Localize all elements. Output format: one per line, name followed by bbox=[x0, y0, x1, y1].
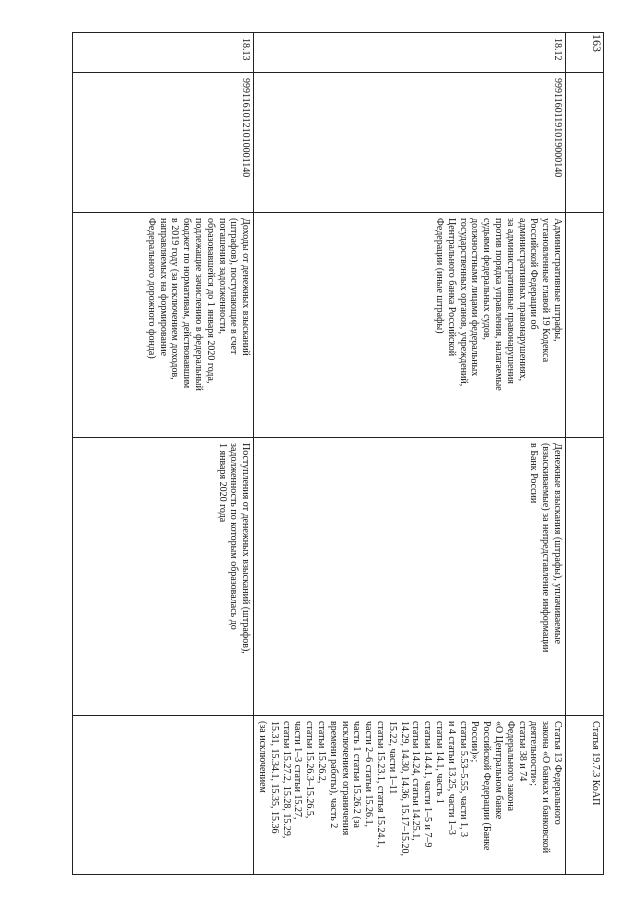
description-cell bbox=[254, 438, 566, 716]
text-line: статьи 15.23.1, статья 15.24.1, bbox=[375, 721, 387, 848]
rotated-table-container bbox=[72, 32, 604, 874]
header-cell-empty bbox=[566, 33, 604, 73]
income-name-cell bbox=[254, 213, 566, 438]
row-number: 18.13 bbox=[73, 33, 254, 73]
text-line: судьями федеральных судов, bbox=[481, 218, 493, 341]
text-line: 14.29, 14.30, 14.36, 15.17–15.20, bbox=[398, 721, 410, 856]
text-line: 15.31, 15.34.1, 15.35, 15.36 bbox=[268, 721, 280, 834]
text-line: статьи 14.1, часть 1 bbox=[434, 721, 446, 804]
text-line: установленные главой 19 Кодекса bbox=[540, 218, 552, 363]
table-row bbox=[254, 33, 566, 875]
text-line: России)»; bbox=[469, 721, 481, 763]
text-line: Статья 13 Федерального bbox=[552, 721, 563, 825]
text-line: Центрального банка Российской bbox=[445, 218, 457, 357]
text-line: Поступления от денежных взысканий (штрафов), bbox=[240, 443, 252, 654]
text-line: статьи 5.53–5.55, части 1, 3 bbox=[457, 721, 469, 838]
text-line: образовавшейся до 1 января 2020 года, bbox=[204, 218, 216, 384]
page-number: 163 bbox=[590, 34, 604, 52]
text-line: времени работы), часть 2 bbox=[327, 721, 339, 829]
legal-basis-cell bbox=[254, 716, 566, 875]
table-row bbox=[566, 33, 604, 875]
legal-basis-header-cell: Статья 19.7.3 КоАП bbox=[566, 716, 604, 875]
text-line: в 2019 году (за исключением доходов, bbox=[169, 218, 181, 380]
text-line: Российской Федерации (Банке bbox=[481, 721, 493, 851]
text-line: (за исключением bbox=[257, 721, 269, 793]
text-line: за административные правонарушения bbox=[504, 218, 516, 384]
text-line: статьи 38 и 74 bbox=[516, 721, 528, 782]
text-line: статьи 15.27.2, 15.28, 15.29, bbox=[280, 721, 292, 839]
text-line: и 4 статьи 13.25, части 1–3 bbox=[445, 721, 457, 835]
header-cell-empty bbox=[566, 213, 604, 438]
budget-code: 99911601191019000140 bbox=[254, 73, 566, 213]
text-line: в Банк России bbox=[528, 443, 540, 504]
text-line: статьи 15.26.3–15.26.5, bbox=[304, 721, 316, 819]
income-name-cell bbox=[73, 213, 254, 438]
text-line: направляемых на формирование bbox=[157, 218, 169, 357]
text-line: статьи 14.24, статьи 14.25.1, bbox=[410, 721, 422, 841]
row-number: 18.12 bbox=[254, 33, 566, 73]
text-line: части 1–3 статьи 15.27, bbox=[292, 721, 304, 820]
text-line: закона «О банках и банковской bbox=[540, 721, 552, 854]
budget-codes-table bbox=[72, 32, 604, 875]
text-line: (взыскиваемые) за непредставление информации bbox=[540, 443, 552, 653]
text-line: 1 января 2020 года bbox=[216, 443, 228, 523]
text-line: (штрафов), поступающие в счет bbox=[228, 218, 240, 355]
text-line: части 2–6 статьи 15.26.1, bbox=[363, 721, 375, 828]
table-row bbox=[73, 33, 254, 875]
text-line: задолженность по которым образовалась до bbox=[228, 443, 240, 630]
text-line: Федерального закона bbox=[504, 721, 516, 812]
text-line: погашения задолженности, bbox=[216, 218, 228, 334]
text-line: исключением ограничения bbox=[339, 721, 351, 836]
text-line: бюджет по нормативам, действовавшим bbox=[181, 218, 193, 389]
header-cell-empty bbox=[566, 438, 604, 716]
text-line: административных правонарушениях, bbox=[516, 218, 528, 382]
description-cell bbox=[73, 438, 254, 716]
budget-code: 99911610121010001140 bbox=[73, 73, 254, 213]
header-cell-empty bbox=[566, 73, 604, 213]
text-line: подлежащие зачислению в федеральный bbox=[193, 218, 205, 391]
text-line: статьи 15.26.2, bbox=[316, 721, 328, 784]
text-line: Российской Федерации об bbox=[528, 218, 540, 330]
text-line: часть 1 статьи 15.26.2 (за bbox=[351, 721, 363, 828]
text-line: Федерального дорожного фонда) bbox=[145, 218, 157, 359]
text-line: 15.22, части 1–11 bbox=[386, 721, 398, 795]
text-line: «О Центральном банке bbox=[493, 721, 505, 820]
text-line: государственных органов, учреждений, bbox=[457, 218, 469, 387]
text-line: Административные штрафы, bbox=[552, 218, 563, 342]
text-line: против порядка управления, налагаемые bbox=[493, 218, 505, 391]
text-line: должностными лицами федеральных bbox=[469, 218, 481, 377]
text-line: Федерации (иные штрафы) bbox=[434, 218, 446, 334]
text-line: статьи 14.4.1, части 1–5 и 7–9 bbox=[422, 721, 434, 848]
text-line: Доходы от денежных взысканий bbox=[240, 218, 252, 356]
text-line: деятельности»; bbox=[528, 721, 540, 787]
text-line: Денежные взыскания (штрафы), уплачиваемые bbox=[552, 443, 563, 645]
legal-basis-cell bbox=[73, 716, 254, 875]
